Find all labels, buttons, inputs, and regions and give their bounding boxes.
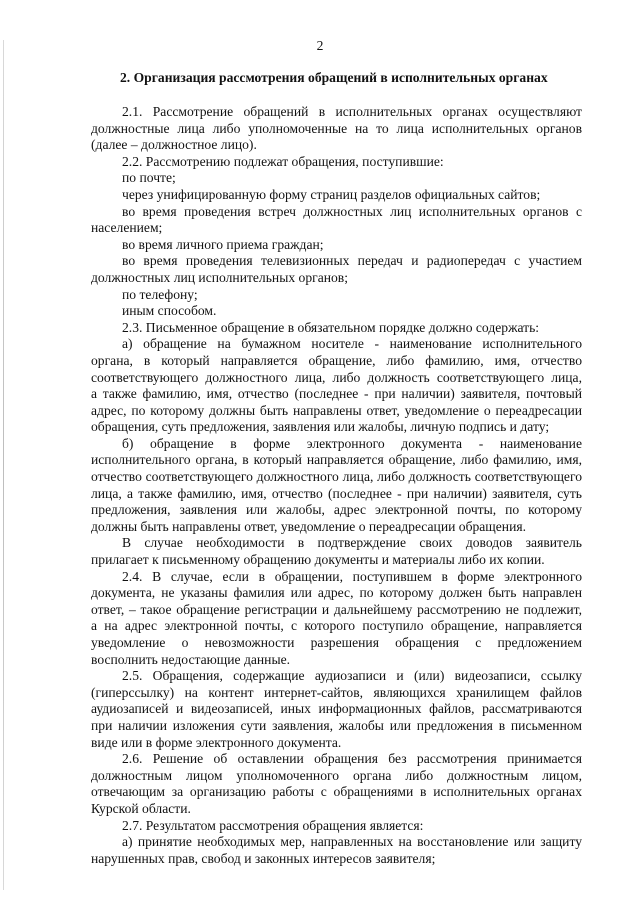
text-line: соответствующего должностного лица, либо должность соответствующего лица,: [91, 369, 582, 385]
text-line: Курской области.: [91, 800, 191, 816]
text-line: а) обращение на бумажном носителе - наименование исполнительного: [122, 336, 582, 352]
text-line: по почте;: [122, 170, 176, 186]
text-line: а также фамилию, имя, отчество (последнее - при наличии) заявителя, почтовый: [91, 386, 582, 402]
text-line: аудиозаписей и видеозаписей, иных информационных файлов, рассматриваются: [91, 701, 582, 717]
text-line: б) обращение в форме электронного документа - наименование: [122, 435, 582, 451]
scan-edge-line: [3, 40, 4, 890]
text-line: органа, в который направляется обращение, либо фамилию, имя, отчество: [91, 352, 582, 368]
text-line: (гиперссылку) на контент интернет-сайтов, являющихся хранилищем файлов: [91, 684, 582, 700]
text-line: прилагает к письменному обращению документы и материалы либо их копии.: [91, 552, 545, 568]
text-line: по телефону;: [122, 286, 198, 302]
text-line: во время личного приема граждан;: [122, 236, 324, 252]
text-line: документа, не указаны фамилия или адрес, по которому должен быть направлен: [91, 585, 582, 601]
text-line: 2.5. Обращения, содержащие аудиозаписи и (или) видеозаписи, ссылку: [122, 668, 582, 684]
text-line: предложения, заявления или жалобы, адрес электронной почты, по которому: [91, 502, 582, 518]
text-line: иным способом.: [122, 303, 217, 319]
text-line: лица, а также фамилию, имя, отчество (последнее - при наличии) заявителя, суть: [91, 485, 582, 501]
text-line: обращения, суть предложения, заявления или жалобы, личную подпись и дату;: [91, 419, 550, 435]
text-line: 2.3. Письменное обращение в обязательном порядке должно содержать:: [122, 319, 540, 335]
text-line: восполнить недостающие данные.: [91, 651, 291, 667]
section-heading: 2. Организация рассмотрения обращений в исполнительных органах: [120, 70, 548, 85]
text-line: уведомление о невозможности разрешения обращения с предложением: [91, 635, 582, 650]
text-line: должностные лица либо уполномоченные на то лица исполнительных органов: [91, 120, 582, 136]
page-number: 2: [316, 38, 324, 53]
text-line: 2.6. Решение об оставлении обращения без рассмотрения принимается: [122, 751, 582, 767]
text-line: адрес, по которому должны быть направлены ответ, уведомление о переадресации: [91, 402, 582, 418]
text-line: должностным лицом уполномоченного органа либо должностным лицом,: [91, 767, 582, 783]
text-line: населением;: [91, 220, 163, 236]
text-line: 2.1. Рассмотрение обращений в исполнительных органах осуществляют: [122, 104, 582, 119]
text-line: а) принятие необходимых мер, направленных на восстановление или защиту: [122, 834, 582, 850]
document-body: [91, 104, 582, 867]
text-line: отвечающим за организацию работы с обращениями в исполнительных органах: [91, 784, 582, 800]
text-line: 2.2. Рассмотрению подлежат обращения, поступившие:: [122, 153, 444, 169]
text-line: во время проведения телевизионных передач и радиопередач с участием: [122, 253, 582, 269]
text-line: должны быть направлены ответ, уведомление о переадресации обращения.: [91, 518, 527, 534]
text-line: нарушенных прав, свобод и законных интересов заявителя;: [91, 850, 436, 866]
text-line: 2.7. Результатом рассмотрения обращения является:: [122, 817, 424, 833]
text-line: должностных лиц исполнительных органов;: [91, 269, 348, 285]
text-line: В случае необходимости в подтверждение своих доводов заявитель: [122, 535, 582, 551]
text-line: через унифицированную форму страниц разделов официальных сайтов;: [122, 186, 541, 202]
text-line: виде или в форме электронного документа.: [91, 734, 342, 750]
text-line: во время проведения встреч должностных лиц исполнительных органов с: [122, 203, 582, 219]
text-line: при наличии изложения сути заявления, жалобы или предложения в письменном: [91, 717, 582, 733]
text-line: исполнительного органа, в который направляется обращение, либо фамилию, имя,: [91, 452, 582, 468]
text-line: а на адрес электронной почты, с которого поступило обращение, направляется: [91, 618, 582, 634]
text-line: отчество соответствующего должностного лица, либо должность соответствующего: [91, 469, 582, 485]
text-line: (далее – должностное лицо).: [91, 137, 257, 153]
text-line: ответ, – такое обращение регистрации и дальнейшему рассмотрению не подлежит,: [91, 601, 582, 617]
text-line: 2.4. В случае, если в обращении, поступившем в форме электронного: [122, 568, 582, 584]
